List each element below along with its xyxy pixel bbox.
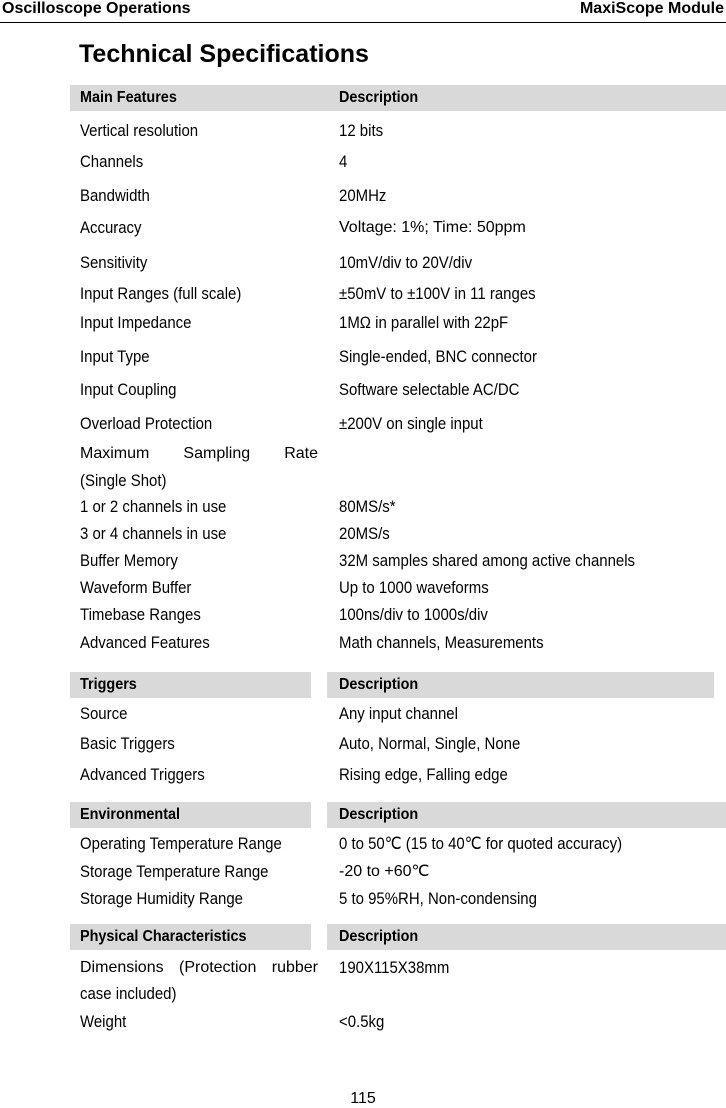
page-title: Technical Specifications [79, 40, 369, 68]
spec-value: Rising edge, Falling edge [339, 765, 508, 784]
header-cell-divider [311, 802, 327, 828]
column-header-description: Description [339, 806, 419, 823]
spec-value: 32M samples shared among active channels [339, 551, 636, 570]
spec-label: Input Coupling [80, 380, 177, 399]
spec-value: 80MS/s* [339, 497, 396, 516]
spec-label: Storage Humidity Range [80, 889, 243, 908]
spec-value: 190X115X38mm [339, 958, 450, 977]
spec-value: Software selectable AC/DC [339, 380, 520, 399]
spec-value: 5 to 95%RH, Non-condensing [339, 889, 537, 908]
spec-value: 100ns/div to 1000s/div [339, 605, 488, 624]
spec-label: Accuracy [80, 218, 142, 237]
spec-label: 3 or 4 channels in use [80, 524, 227, 543]
spec-label: Maximum Sampling Rate [80, 445, 318, 462]
spec-value: Auto, Normal, Single, None [339, 734, 521, 753]
spec-value: 1MΩ in parallel with 22pF [339, 313, 509, 332]
spec-label: Weight [80, 1012, 127, 1031]
spec-value: Up to 1000 waveforms [339, 578, 489, 597]
spec-label: (Single Shot) [80, 471, 167, 490]
spec-label: Vertical resolution [80, 121, 199, 140]
spec-label: Input Impedance [80, 313, 192, 332]
spec-label: Source [80, 704, 128, 723]
column-header-feature: Main Features [80, 89, 177, 106]
section-header-environmental [70, 802, 726, 828]
spec-label: 1 or 2 channels in use [80, 497, 227, 516]
spec-value: ±200V on single input [339, 414, 483, 433]
column-header-description: Description [339, 928, 419, 945]
spec-value: ±50mV to ±100V in 11 ranges [339, 284, 536, 303]
spec-value: -20 to +60℃ [339, 863, 430, 880]
section-header-triggers [70, 672, 714, 698]
spec-value: 4 [339, 152, 348, 171]
spec-label: Channels [80, 152, 144, 171]
spec-label: Storage Temperature Range [80, 862, 269, 881]
spec-label: Bandwidth [80, 186, 150, 205]
column-header-feature: Physical Characteristics [80, 928, 247, 945]
header-cell-divider [311, 924, 327, 950]
spec-value: 0 to 50℃ (15 to 40℃ for quoted accuracy) [339, 834, 623, 853]
spec-label: Waveform Buffer [80, 578, 192, 597]
column-header-feature: Environmental [80, 806, 181, 823]
section-header-physical [70, 924, 726, 950]
spec-value: Single-ended, BNC connector [339, 347, 537, 366]
spec-label: Input Type [80, 347, 150, 366]
spec-value: <0.5kg [339, 1012, 385, 1031]
spec-label: Advanced Triggers [80, 765, 205, 784]
spec-label: case included) [80, 984, 177, 1003]
column-header-feature: Triggers [80, 676, 137, 693]
header-right-title: MaxiScope Module [579, 0, 724, 17]
spec-label: Sensitivity [80, 253, 148, 272]
spec-label: Operating Temperature Range [80, 834, 282, 853]
spec-label: Input Ranges (full scale) [80, 284, 242, 303]
spec-label: Basic Triggers [80, 734, 175, 753]
spec-label: Buffer Memory [80, 551, 178, 570]
running-header [0, 0, 726, 23]
spec-label: Dimensions (Protection rubber [80, 959, 318, 976]
spec-value: 20MS/s [339, 524, 390, 543]
spec-label: Advanced Features [80, 633, 210, 652]
column-header-description: Description [339, 89, 419, 106]
spec-value: Voltage: 1%; Time: 50ppm [339, 219, 526, 236]
section-header-main-features [70, 85, 726, 111]
header-cell-divider [311, 672, 327, 698]
column-header-description: Description [339, 676, 419, 693]
spec-value: 12 bits [339, 121, 384, 140]
spec-label: Timebase Ranges [80, 605, 201, 624]
spec-value: 20MHz [339, 186, 387, 205]
spec-value: Any input channel [339, 704, 458, 723]
header-left-title: Oscilloscope Operations [2, 0, 191, 17]
spec-value: Math channels, Measurements [339, 633, 544, 652]
spec-value: 10mV/div to 20V/div [339, 253, 473, 272]
page-number: 115 [350, 1090, 376, 1107]
spec-label: Overload Protection [80, 414, 213, 433]
